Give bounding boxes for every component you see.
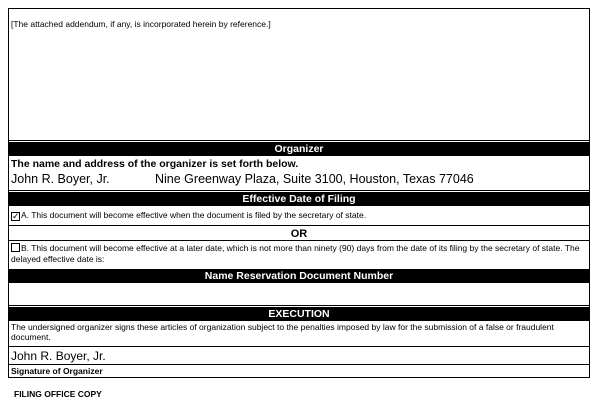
reservation-header: Name Reservation Document Number <box>9 269 589 283</box>
option-a-row <box>9 208 589 226</box>
option-a-text: A. This document will become effective when the document is filed by the secretary of state. <box>21 210 367 220</box>
option-a-checkbox[interactable]: ✓ <box>12 211 20 221</box>
option-b-text: B. This document will become effective at a later date, which is not more than ninety (90) days from the date of its filing by the secretary of state. The delayed effective date is: <box>11 243 580 264</box>
or-label: OR <box>9 227 589 241</box>
signer-name: John R. Boyer, Jr. <box>9 346 589 365</box>
execution-header: EXECUTION <box>9 307 589 321</box>
organizer-header: Organizer <box>9 142 589 156</box>
form-page <box>8 8 590 378</box>
option-b-checkbox[interactable] <box>11 243 20 252</box>
organizer-intro: The name and address of the organizer is set forth below. <box>11 158 299 170</box>
organizer-address: Nine Greenway Plaza, Suite 3100, Houston, Texas 77046 <box>155 172 474 186</box>
execution-statement: The undersigned organizer signs these articles of organization subject to the penalties imposed by law for the submission of a false or fraudulent document. <box>11 322 554 342</box>
organizer-name: John R. Boyer, Jr. <box>11 172 110 186</box>
option-b-row <box>9 242 589 269</box>
addendum-box <box>9 9 589 141</box>
signature-label: Signature of Organizer <box>11 366 103 376</box>
addendum-text: [The attached addendum, if any, is incorporated herein by reference.] <box>11 19 271 29</box>
reservation-number-field[interactable] <box>9 284 589 306</box>
effective-date-header: Effective Date of Filing <box>9 192 589 206</box>
filing-office-copy: FILING OFFICE COPY <box>14 389 102 399</box>
organizer-details <box>9 171 589 191</box>
